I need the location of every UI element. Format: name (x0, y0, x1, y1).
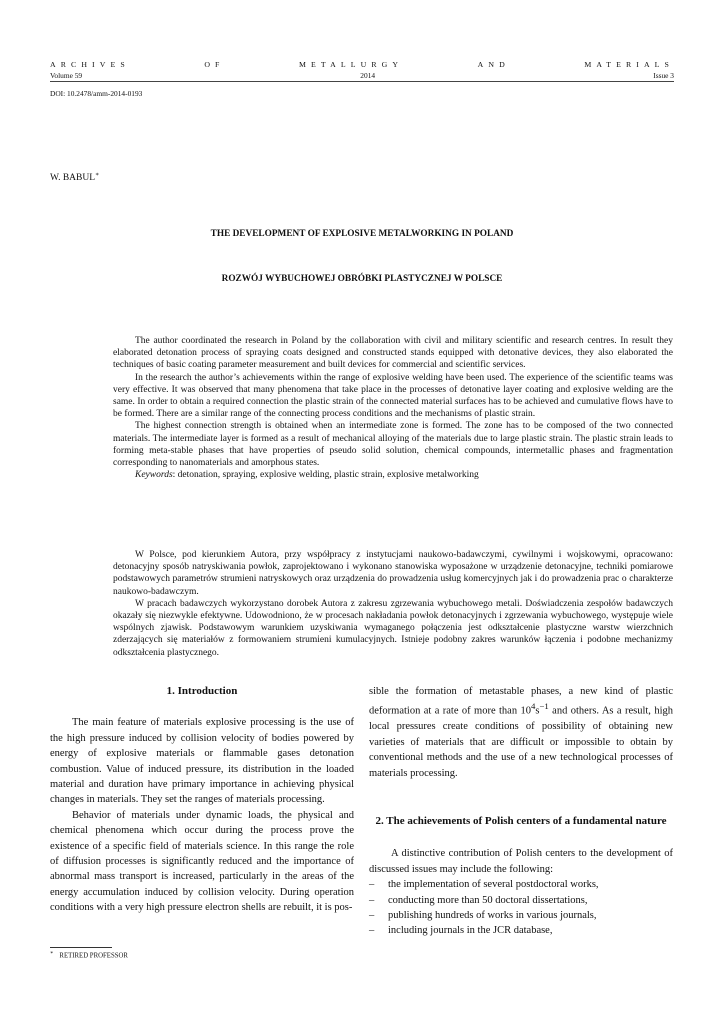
text-run: s (535, 705, 540, 717)
list-item: – publishing hundreds of works in various journals, (369, 908, 673, 923)
issue: Issue 3 (653, 71, 674, 80)
body-paragraph-continued (369, 684, 673, 781)
section-heading: 2. The achievements of Polish centers of a fundamental nature (375, 814, 667, 827)
body-paragraph: The main feature of materials explosive processing is the use of the high pressure induced by collision velocity of bodies powered by energy of explosive materials or flammable gases detonation combustion. Value of induced pressure, its distribution in the loaded material and duration have primary importance in achieving physical changes in materials. They set the ranges of materials processing. (50, 717, 354, 806)
issue-meta (50, 71, 674, 80)
volume: Volume 59 (50, 71, 83, 80)
column-right (369, 684, 673, 939)
header-rule (50, 81, 674, 82)
abstract-paragraph: The highest connection strength is obtained when an intermediate zone is formed. The zone has to be composed of the two connected materials. The intermediate layer is formed as a result of mechanical alloying of the materials due to large plastic strain. The plastic strain leads to forming meta-stable phases that have properties of pseudo solid solution, chemical compounds, intermetallic phases and fragmentation corresponding to nanomaterials and amorphous states. (113, 421, 673, 469)
text-run: and others. As a result, high local pressures create conditions of possibility of obtaining new varieties of materials that are difficult or impossible to obtain by conventional methods and the use of a new technological processes of materials processing. (369, 705, 673, 779)
footnote-rule (50, 947, 112, 948)
list-item: – the implementation of several postdoctoral works, (369, 877, 673, 892)
footnote-text: RETIRED PROFESSOR (59, 952, 128, 960)
journal-word: AND (477, 60, 510, 69)
keywords-label: Keywords (135, 470, 173, 481)
doi: DOI: 10.2478/amm-2014-0193 (50, 89, 143, 98)
section-heading: 1. Introduction (166, 685, 238, 697)
list-item: – conducting more than 50 doctoral dissertations, (369, 893, 673, 908)
body-paragraph: A distinctive contribution of Polish centers to the development of discussed issues may include the following: (369, 848, 673, 875)
achievements-list (369, 877, 673, 939)
year: 2014 (360, 71, 376, 80)
journal-word: ARCHIVES (50, 60, 130, 69)
author-footnote-mark: ∗ (95, 172, 100, 178)
title-english: THE DEVELOPMENT OF EXPLOSIVE METALWORKING IN POLAND (210, 229, 514, 239)
abstract-paragraph: W pracach badawczych wykorzystano dorobek Autora z zakresu zgrzewania wybuchowego metali. Doświadczenia zespołów badawczych okazały się niezwykle efektywne. Udowodniono, że w procesach nakładania powłok detonacyjnych i zgrzewania wybuchowego, występuje wiele wspólnych zjawisk. Podstawowym warunkiem uzyskiwania wymaganego połączenia jest odkształcenie plastyczne warstw wierzchnich zderzających się materiałów z formowaniem strumieni kumulacyjnych. Istnieje podobny zakres warunków łączenia i podobne mechanizmy odkształcenia plastycznego. (113, 598, 673, 658)
keywords-text: : detonation, spraying, explosive welding, plastic strain, explosive metalworking (172, 470, 479, 481)
body-paragraph: Behavior of materials under dynamic loads, the physical and chemical phenomena which occur during the process prove the existence of a specific field of materials science. In this range the role of diffusion processes is significantly reduced and the importance of abnormal mass transport is increased, particularly in the areas of the energy accumulation induced by collision velocity. During operation conditions with a very high pressure electron shells are rebuilt, it is pos- (50, 809, 354, 914)
abstract-paragraph: In the research the author’s achievements within the range of explosive welding have been used. The experience of the scientific teams was very effective. It was observed that many phenomena that take place in the processes of detonative layer coating and explosive welding are the same. In order to obtain a required connection the plastic strain of the connected material surfaces has to be achieved and cumulative flows have to be formed. There are a similar range of the connecting process conditions and the mechanisms of plastic strain. (113, 372, 673, 420)
journal-word: OF (204, 60, 225, 69)
list-item: – including journals in the JCR database, (369, 923, 673, 938)
superscript: 4 (531, 701, 536, 712)
author (50, 171, 99, 183)
author-name: W. BABUL (50, 173, 96, 184)
footnote-mark: ∗ (50, 951, 54, 956)
abstract-paragraph: W Polsce, pod kierunkiem Autora, przy współpracy z instytucjami naukowo-badawczymi, cywilnymi i wojskowymi, opracowano: detonacyjny sposób natryskiwania powłok, zaprojektowano i wykonano stanowiska wyposażone w urządzenie detonacyjne, techniki pomiarowe podstawowych parametrów strumieni natryskowych oraz urządzenia do prowadzenia usług komercyjnych jak i do prowadzenia prac o charakterze naukowo-badawczym. (113, 550, 673, 597)
superscript: −1 (539, 701, 549, 712)
title-polish: ROZWÓJ WYBUCHOWEJ OBRÓBKI PLASTYCZNEJ W POLSCE (221, 274, 503, 284)
column-left (50, 684, 354, 916)
text-run: sible the formation of metastable phases, a new kind of plastic deformation at a rate of more than 10 (369, 686, 673, 717)
keywords (113, 469, 673, 481)
journal-word: MATERIALS (584, 60, 674, 69)
journal-word: METALLURGY (299, 60, 404, 69)
journal-name (50, 60, 674, 69)
abstract-english (113, 335, 673, 481)
footnote (50, 950, 128, 959)
abstract-paragraph: The author coordinated the research in Poland by the collaboration with civil and military scientific and research centres. In result they elaborated detonation process of spraying coats designed and constructed stands equipped with detonative devices, they also elaborated the techniques of basic coating parameter measurement and built devices for commercial and scientific services. (113, 336, 673, 371)
abstract-polish (113, 549, 673, 659)
